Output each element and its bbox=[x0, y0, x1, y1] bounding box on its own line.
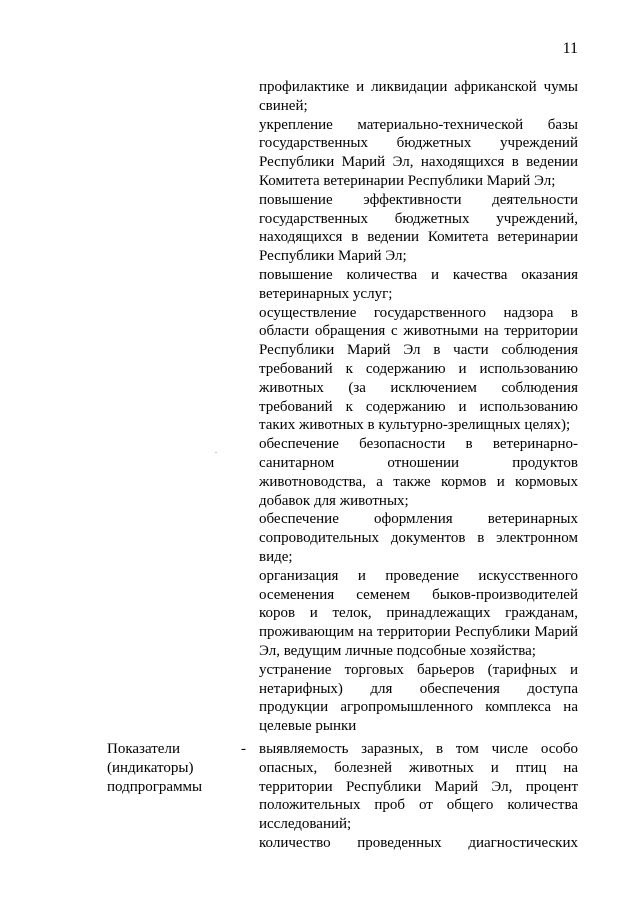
goals-continuation-text bbox=[259, 78, 578, 736]
scan-speck bbox=[215, 452, 217, 453]
page-number: 11 bbox=[562, 40, 578, 57]
indicators-dash: - bbox=[241, 741, 246, 757]
text-paragraph: количество проведенных диагностических bbox=[259, 834, 578, 851]
text-paragraph: осуществление государственного надзора в области обращения с животными на территории Республики Марий Эл в части соблюдения требований к содержанию и использованию животных (за исключением соблюдения требований к содержанию и использованию таких животных в культурно-зрелищных целях); bbox=[259, 304, 578, 434]
indicators-label-line: Показатели bbox=[107, 741, 180, 757]
text-paragraph: профилактике и ликвидации африканской чумы свиней; bbox=[259, 79, 578, 114]
text-paragraph: обеспечение оформления ветеринарных сопроводительных документов в электронном виде; bbox=[259, 511, 578, 565]
text-paragraph: обеспечение безопасности в ветеринарно-санитарном отношении продуктов животноводства, а также кормов и кормовых добавок для животных; bbox=[259, 436, 578, 509]
text-paragraph: повышение количества и качества оказания ветеринарных услуг; bbox=[259, 266, 578, 302]
text-paragraph: повышение эффективности деятельности государственных бюджетных учреждений, находящихся в ведении Комитета ветеринарии Республики Марий Эл; bbox=[259, 191, 578, 265]
indicators-label-line: (индикаторы) bbox=[107, 759, 194, 776]
text-paragraph: организация и проведение искусственного осеменения семенем быков-производителей коров и телок, принадлежащих гражданам, проживающим на территории Республики Марий Эл, ведущим личные подсобные хозяйства; bbox=[259, 567, 578, 659]
indicators-label bbox=[107, 740, 247, 796]
indicators-label-line: подпрограммы bbox=[107, 778, 203, 795]
text-paragraph: укрепление материально-технической базы государственных бюджетных учреждений Республики Марий Эл, находящихся в ведении Комитета ветеринарии Республики Марий Эл; bbox=[259, 116, 578, 189]
text-paragraph: выявляемость заразных, в том числе особо опасных, болезней животных и птиц на территории Республики Марий Эл, процент положительных проб от общего количества исследований; bbox=[259, 741, 578, 833]
text-paragraph: устранение торговых барьеров (тарифных и нетарифных) для обеспечения доступа продукции агропромышленного комплекса на целевые рынки bbox=[259, 661, 578, 735]
indicators-text bbox=[259, 740, 578, 853]
